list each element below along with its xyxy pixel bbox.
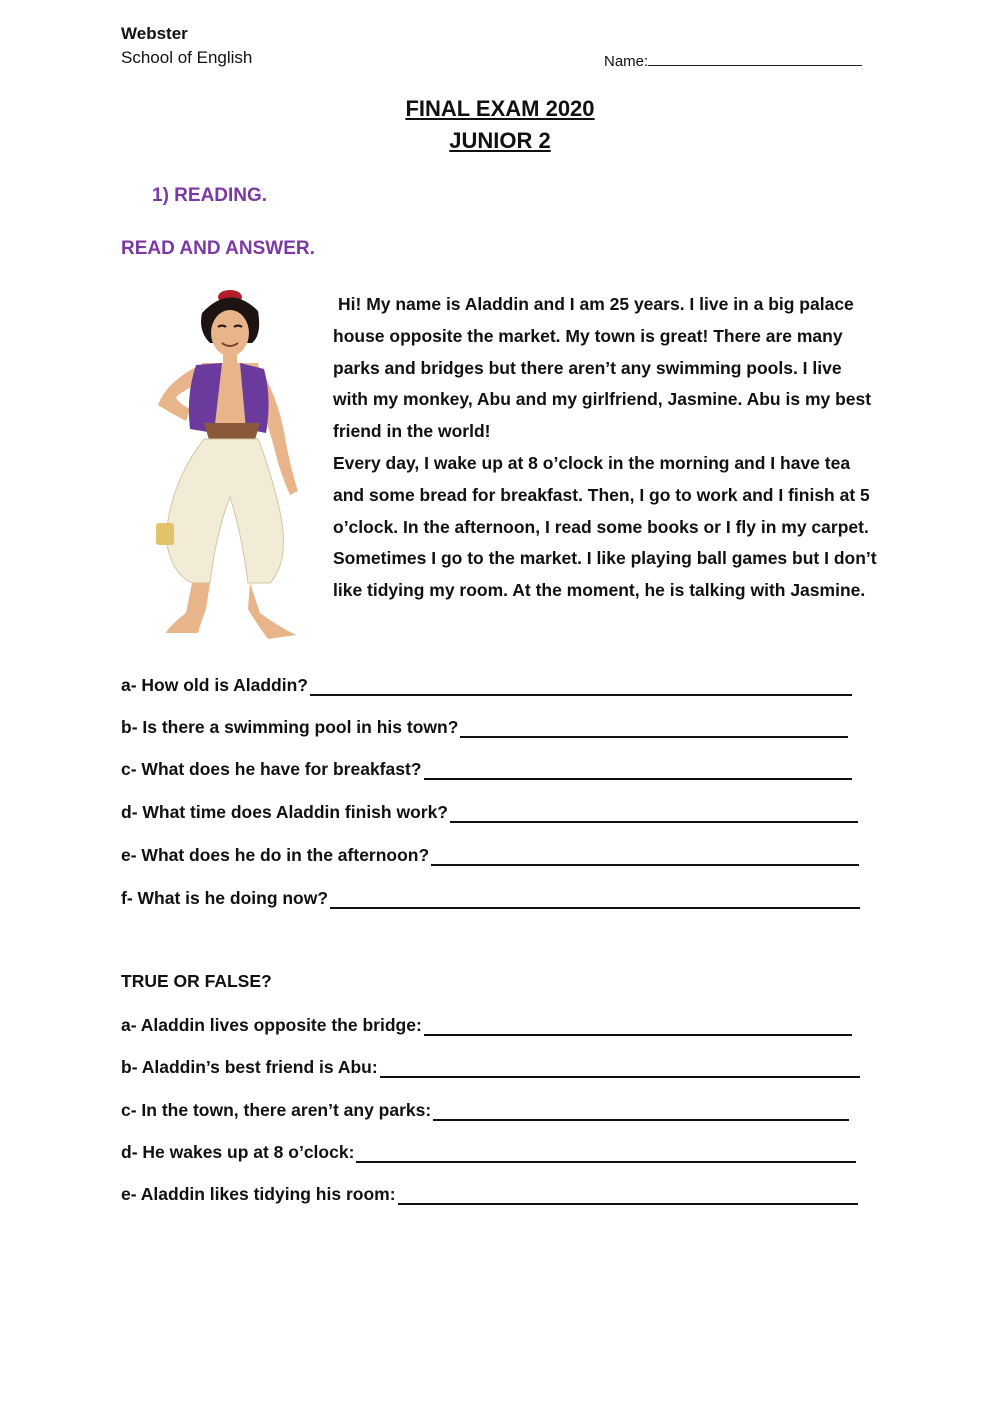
answer-line[interactable] xyxy=(380,1058,860,1078)
answer-line[interactable] xyxy=(433,1101,849,1121)
question-text: f- What is he doing now? xyxy=(121,888,329,908)
answer-line[interactable] xyxy=(310,676,852,696)
tf-statement: b- Aladdin’s best friend is Abu: xyxy=(121,1057,378,1077)
question-a xyxy=(121,675,852,696)
question-text: a- How old is Aladdin? xyxy=(121,675,308,695)
passage-paragraph-2: Every day, I wake up at 8 o’clock in the morning and I have tea and some bread for breakfast. Then, I go to work and I finish at 5 o’clock. In the afternoon, I read some books or I fly in my carpet. Sometimes I go to the market. I like playing ball games but I don’t like tidying my room. At the moment, he is talking with Jasmine. xyxy=(333,452,877,601)
answer-line[interactable] xyxy=(356,1143,856,1163)
name-label: Name: xyxy=(604,53,649,70)
true-false-heading: TRUE OR FALSE? xyxy=(121,971,272,991)
answer-line[interactable] xyxy=(398,1185,858,1205)
passage-paragraph-1: Hi! My name is Aladdin and I am 25 years. I live in a big palace house opposite the market. My town is great! There are many parks and bridges but there aren’t any swimming pools. I live with my monkey, Abu and my girlfriend, Jasmine. Abu is my best friend in the world! xyxy=(333,294,872,442)
question-text: d- What time does Aladdin finish work? xyxy=(121,802,448,822)
section-heading-reading: 1) READING. xyxy=(152,185,268,206)
question-f xyxy=(121,888,860,909)
tf-statement: e- Aladdin likes tidying his room: xyxy=(121,1184,396,1204)
answer-line[interactable] xyxy=(460,718,848,738)
exam-level: JUNIOR 2 xyxy=(449,128,551,153)
reading-passage xyxy=(333,289,878,607)
exam-title: FINAL EXAM 2020 xyxy=(405,96,595,121)
tf-item-d xyxy=(121,1142,856,1163)
question-text: e- What does he do in the afternoon? xyxy=(121,845,430,865)
answer-line[interactable] xyxy=(424,760,852,780)
school-subtitle: School of English xyxy=(121,48,253,67)
section-instruction: READ AND ANSWER. xyxy=(121,238,315,259)
aladdin-illustration xyxy=(130,283,310,643)
answer-line[interactable] xyxy=(330,889,860,909)
question-text: b- Is there a swimming pool in his town? xyxy=(121,717,459,737)
name-field[interactable] xyxy=(604,51,862,70)
answer-line[interactable] xyxy=(450,803,858,823)
question-d xyxy=(121,802,858,823)
question-b xyxy=(121,717,848,738)
question-text: c- What does he have for breakfast? xyxy=(121,759,422,779)
tf-statement: d- He wakes up at 8 o’clock: xyxy=(121,1142,355,1162)
tf-statement: a- Aladdin lives opposite the bridge: xyxy=(121,1015,422,1035)
tf-item-c xyxy=(121,1100,849,1121)
question-e xyxy=(121,845,859,866)
tf-item-b xyxy=(121,1057,860,1078)
tf-item-e xyxy=(121,1184,858,1205)
school-name: Webster xyxy=(121,24,188,43)
answer-line[interactable] xyxy=(431,846,859,866)
tf-item-a xyxy=(121,1015,852,1036)
tf-statement: c- In the town, there aren’t any parks: xyxy=(121,1100,432,1120)
question-c xyxy=(121,759,852,780)
answer-line[interactable] xyxy=(424,1016,852,1036)
name-answer-line[interactable] xyxy=(648,51,862,66)
